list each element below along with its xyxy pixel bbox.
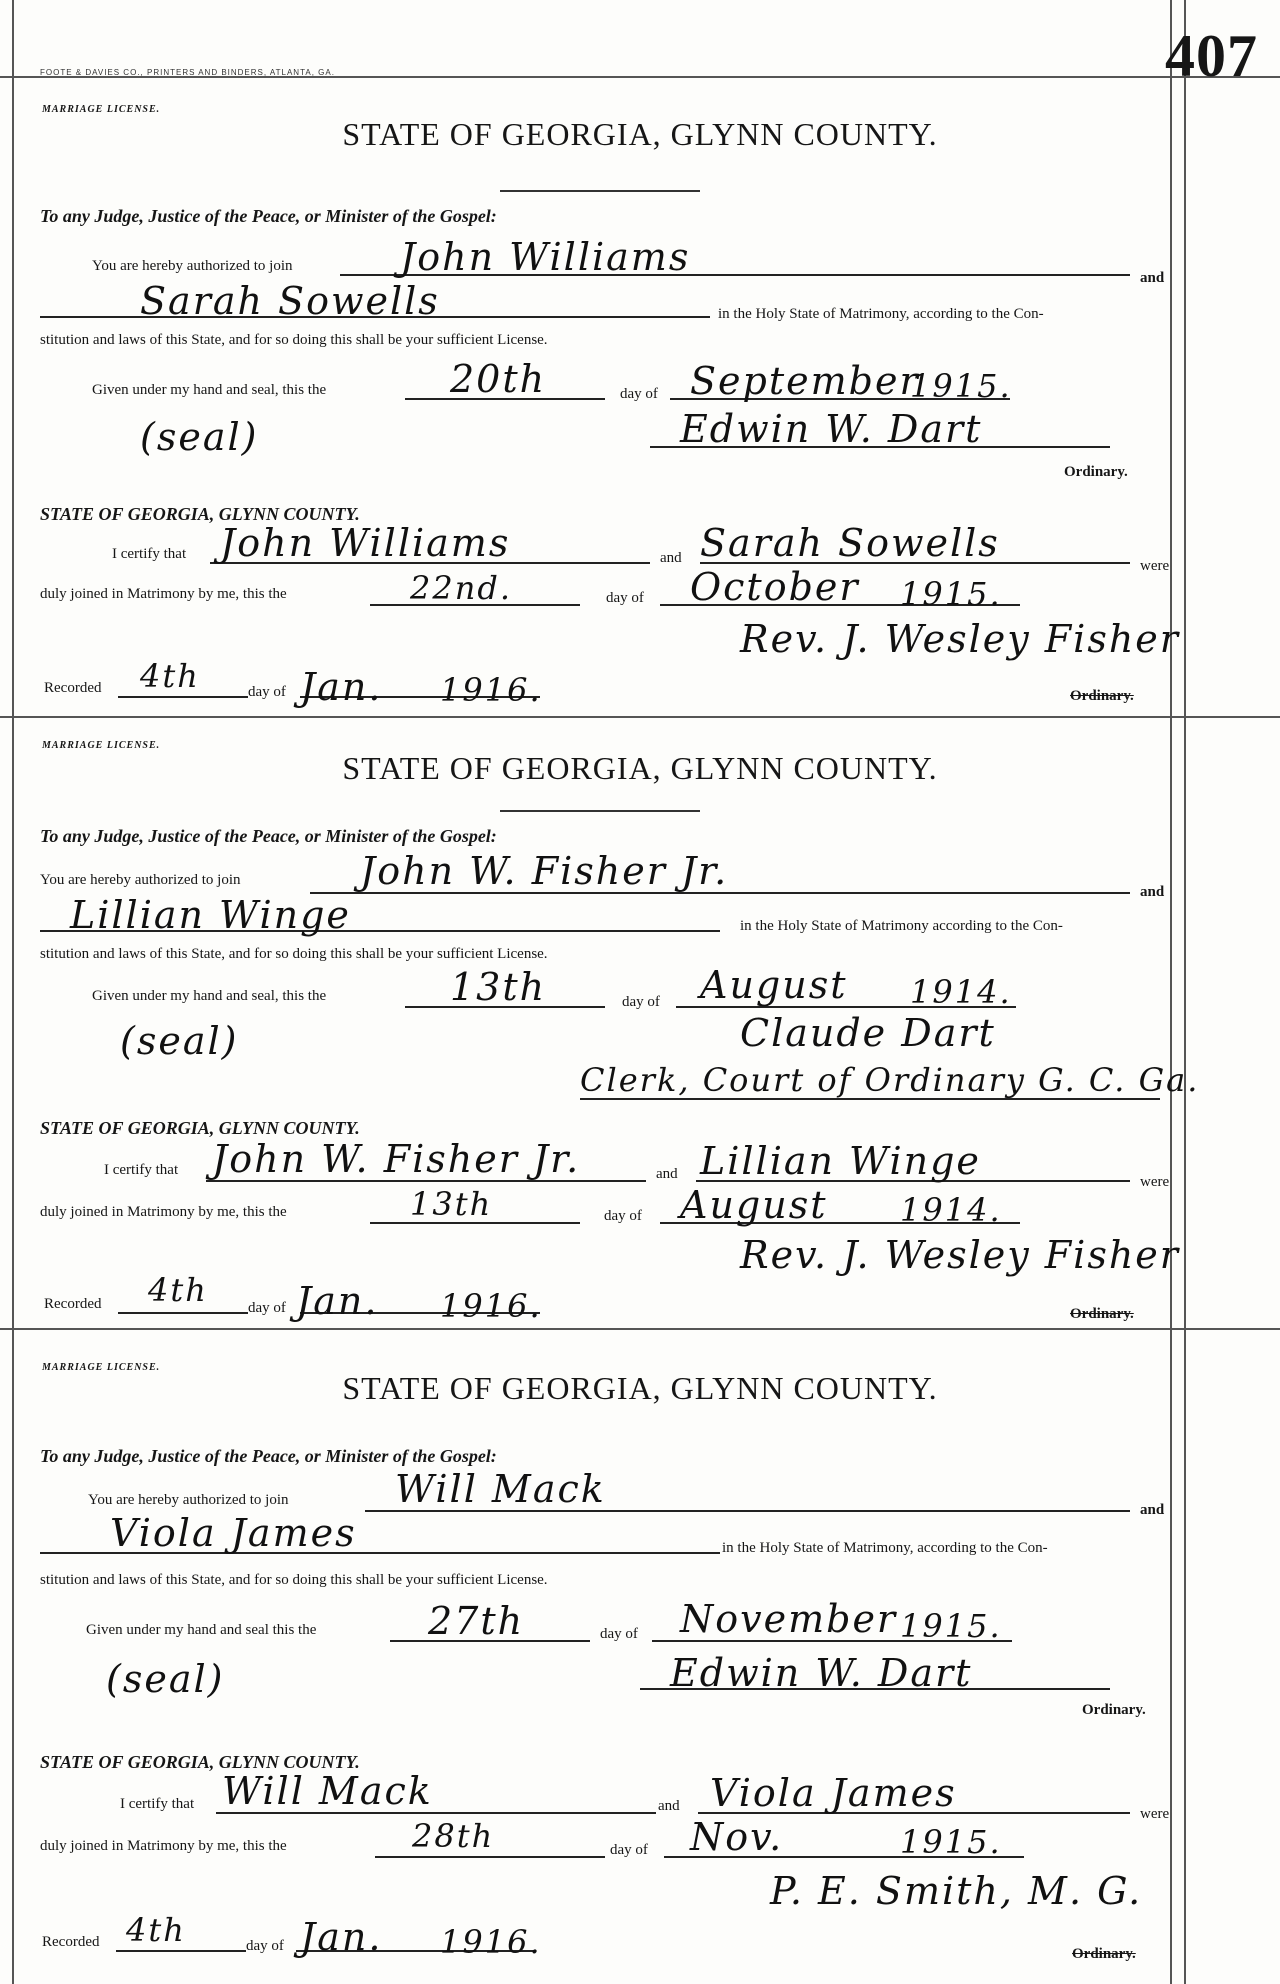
officiant-signature: Rev. J. Wesley Fisher [740, 617, 1180, 661]
cert-groom: John W. Fisher Jr. [212, 1137, 581, 1181]
cert-bride: Sarah Sowells [700, 521, 1000, 565]
recorded-text: Recorded [44, 680, 102, 696]
married-month: Nov. [690, 1815, 784, 1859]
constitution-text: stitution and laws of this State, and for so doing this shall be your sufficient License. [40, 946, 548, 962]
recorded-year: 1916. [440, 671, 542, 709]
officiant-signature: Rev. J. Wesley Fisher [740, 1233, 1180, 1277]
license-year: 1915. [910, 367, 1012, 405]
ordinary-struck-text: Ordinary. [1070, 1306, 1134, 1322]
page-number: 407 [1165, 23, 1258, 89]
license-day: 20th [450, 357, 547, 401]
license-month: November [680, 1597, 898, 1641]
given-text: Given under my hand and seal, this the [92, 988, 327, 1004]
issuer-signature: Edwin W. Dart [670, 1651, 973, 1695]
married-year: 1914. [900, 1191, 1002, 1229]
cert-heading: STATE OF GEORGIA, GLYNN COUNTY. [40, 1118, 360, 1138]
married-year: 1915. [900, 1823, 1002, 1861]
certify-text: I certify that [120, 1796, 195, 1812]
license-month: September [690, 359, 920, 403]
recorded-month: Jan. [296, 1279, 379, 1323]
authorized-text: You are hereby authorized to join [92, 258, 293, 274]
recorded-text: Recorded [42, 1934, 100, 1950]
certify-text: I certify that [112, 546, 187, 562]
ordinary-text: Ordinary. [1064, 464, 1128, 480]
married-day-of-text: day of [610, 1842, 648, 1858]
constitution-text: stitution and laws of this State, and for so doing this shall be your sufficient License. [40, 1572, 548, 1588]
recorded-day-of-text: day of [248, 684, 286, 700]
recorded-day-blank [118, 696, 248, 698]
title-rule [500, 810, 700, 812]
recorded-day: 4th [140, 657, 200, 695]
cert-groom: John Williams [220, 521, 511, 565]
entry-divider-1 [0, 716, 1280, 718]
and-text: and [1140, 1502, 1165, 1518]
day-of-text: day of [620, 386, 658, 402]
married-month: October [690, 565, 860, 609]
and-text: and [1140, 270, 1165, 286]
cert-heading: STATE OF GEORGIA, GLYNN COUNTY. [40, 504, 360, 524]
were-text: were [1140, 558, 1170, 574]
matrimony-text: in the Holy State of Matrimony, according to the Con- [722, 1540, 1048, 1556]
groom-name: John W. Fisher Jr. [360, 849, 729, 893]
matrimony-text: in the Holy State of Matrimony according to the Con- [740, 918, 1063, 934]
cert-groom: Will Mack [222, 1769, 433, 1813]
cert-and-text: and [658, 1798, 680, 1814]
married-day-blank [375, 1856, 605, 1858]
right-margin-line [1170, 0, 1172, 1984]
certify-text: I certify that [104, 1162, 179, 1178]
duly-text: duly joined in Matrimony by me, this the [40, 586, 287, 602]
were-text: were [1140, 1806, 1170, 1822]
ordinary-struck-text: Ordinary. [1070, 688, 1134, 704]
married-day: 28th [412, 1817, 495, 1855]
officiant-signature: P. E. Smith, M. G. [770, 1869, 1143, 1913]
given-text: Given under my hand and seal, this the [92, 382, 327, 398]
recorded-day-of-text: day of [248, 1300, 286, 1316]
license-year: 1914. [910, 973, 1012, 1011]
cert-bride: Viola James [710, 1771, 957, 1815]
seal-mark: (seal) [140, 415, 259, 459]
issuer-blank [580, 1098, 1160, 1100]
issuer-title: Clerk, Court of Ordinary G. C. Ga. [580, 1061, 1200, 1099]
right-margin-line-outer [1184, 0, 1186, 1984]
recorded-month: Jan. [300, 1915, 383, 1959]
day-of-text: day of [600, 1626, 638, 1642]
bride-name: Lillian Winge [70, 893, 351, 937]
license-day: 13th [450, 965, 547, 1009]
ordinary-struck-text: Ordinary. [1072, 1946, 1136, 1962]
ordinary-text: Ordinary. [1082, 1702, 1146, 1718]
recorded-year: 1916. [440, 1287, 542, 1325]
given-text: Given under my hand and seal this the [86, 1622, 317, 1638]
recorded-day: 4th [126, 1911, 186, 1949]
recorded-day-blank [116, 1950, 246, 1952]
bride-name: Viola James [110, 1511, 357, 1555]
groom-name: John Williams [400, 235, 691, 279]
license-label: MARRIAGE LICENSE. [42, 740, 161, 751]
authorized-text: You are hereby authorized to join [88, 1492, 289, 1508]
cert-bride: Lillian Winge [700, 1139, 981, 1183]
duly-text: duly joined in Matrimony by me, this the [40, 1838, 287, 1854]
form-title: STATE OF GEORGIA, GLYNN COUNTY. [342, 1370, 938, 1406]
married-year: 1915. [900, 575, 1002, 613]
married-day: 13th [410, 1185, 493, 1223]
title-rule [500, 190, 700, 192]
addressee-line: To any Judge, Justice of the Peace, or Minister of the Gospel: [40, 206, 497, 226]
matrimony-text: in the Holy State of Matrimony, according to the Con- [718, 306, 1044, 322]
issuer-signature: Edwin W. Dart [680, 407, 983, 451]
recorded-day-blank [118, 1312, 248, 1314]
recorded-year: 1916. [440, 1923, 542, 1961]
license-month: August [700, 963, 848, 1007]
seal-mark: (seal) [120, 1019, 239, 1063]
recorded-day: 4th [148, 1271, 208, 1309]
recorded-day-of-text: day of [246, 1938, 284, 1954]
entry-divider-2 [0, 1328, 1280, 1330]
authorized-text: You are hereby authorized to join [40, 872, 241, 888]
and-text: and [1140, 884, 1165, 900]
groom-name: Will Mack [395, 1467, 606, 1511]
married-day-of-text: day of [604, 1208, 642, 1224]
printer-imprint: FOOTE & DAVIES CO., PRINTERS AND BINDERS, ATLANTA, GA. [40, 68, 335, 77]
cert-and-text: and [660, 550, 682, 566]
recorded-month: Jan. [300, 665, 383, 709]
form-title: STATE OF GEORGIA, GLYNN COUNTY. [342, 750, 938, 786]
addressee-line: To any Judge, Justice of the Peace, or Minister of the Gospel: [40, 826, 497, 846]
recorded-text: Recorded [44, 1296, 102, 1312]
constitution-text: stitution and laws of this State, and for so doing this shall be your sufficient License. [40, 332, 548, 348]
form-title: STATE OF GEORGIA, GLYNN COUNTY. [342, 116, 938, 152]
were-text: were [1140, 1174, 1170, 1190]
cert-and-text: and [656, 1166, 678, 1182]
duly-text: duly joined in Matrimony by me, this the [40, 1204, 287, 1220]
cert-heading: STATE OF GEORGIA, GLYNN COUNTY. [40, 1752, 360, 1772]
day-of-text: day of [622, 994, 660, 1010]
left-margin-line [12, 0, 14, 1984]
license-day: 27th [428, 1599, 525, 1643]
license-label: MARRIAGE LICENSE. [42, 104, 161, 115]
license-year: 1915. [900, 1607, 1002, 1645]
married-month: August [680, 1183, 828, 1227]
bride-name: Sarah Sowells [140, 279, 440, 323]
issuer-signature: Claude Dart [740, 1011, 996, 1055]
married-day: 22nd. [410, 569, 512, 607]
seal-mark: (seal) [106, 1657, 225, 1701]
married-day-of-text: day of [606, 590, 644, 606]
addressee-line: To any Judge, Justice of the Peace, or Minister of the Gospel: [40, 1446, 497, 1466]
license-label: MARRIAGE LICENSE. [42, 1362, 161, 1373]
